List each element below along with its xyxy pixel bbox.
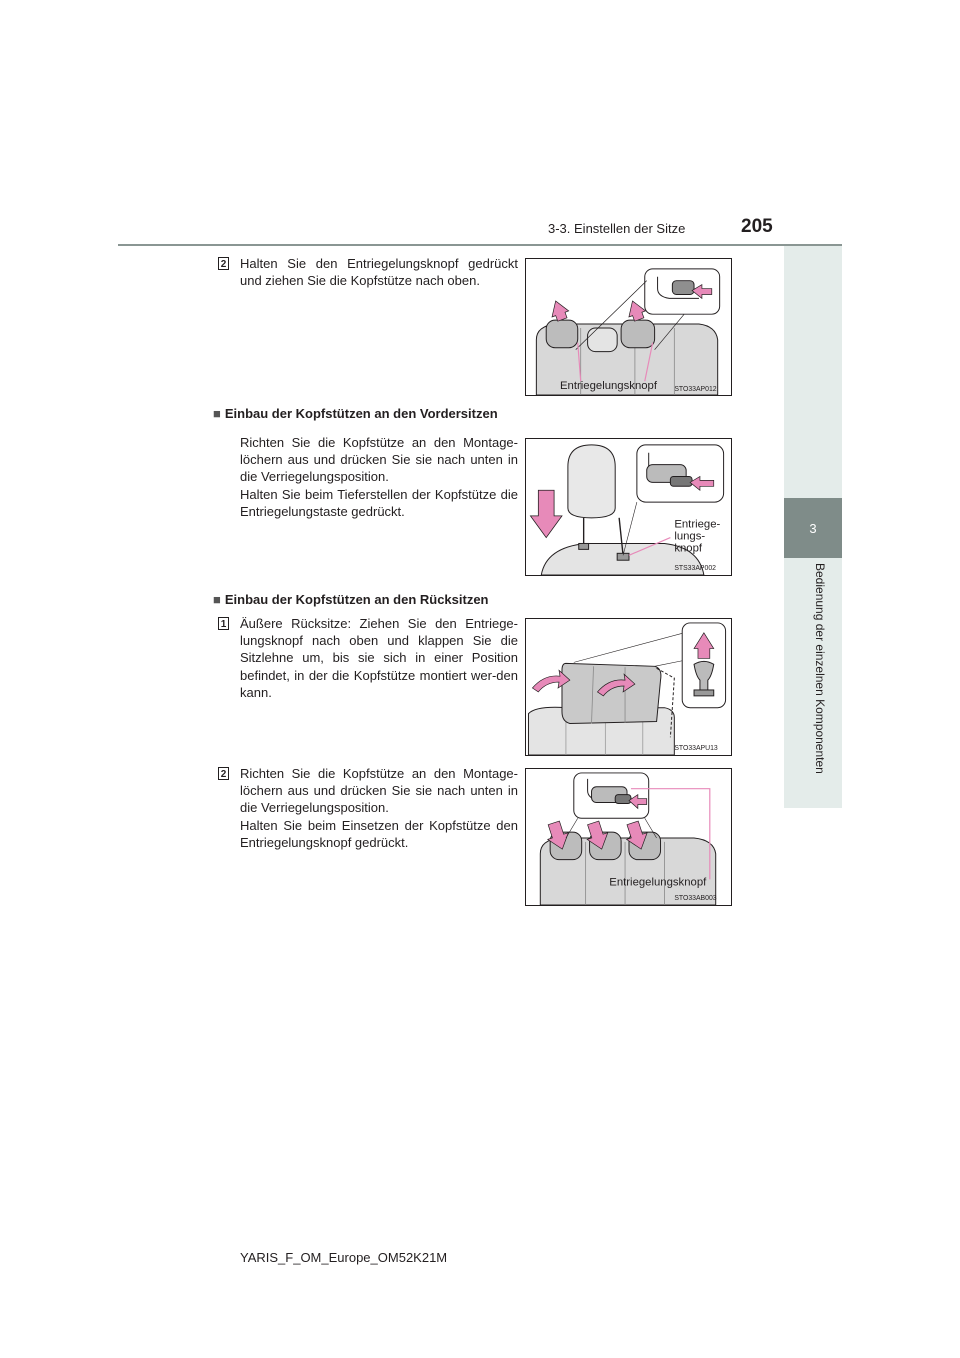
side-tab-upper bbox=[784, 246, 842, 498]
figure-front-headrest-install bbox=[525, 438, 732, 576]
figure-rear-headrest-install bbox=[525, 768, 732, 906]
figure-label-line-3: knopf bbox=[674, 542, 703, 555]
step-a-text bbox=[240, 255, 518, 289]
step-number-box: 2 bbox=[218, 767, 229, 780]
heading-text: Einbau der Kopfstützen an den Rücksitzen bbox=[224, 592, 489, 607]
heading-marker: ■ bbox=[213, 592, 221, 607]
chapter-title-vertical bbox=[799, 560, 825, 806]
front-text bbox=[240, 434, 518, 520]
rear-step-2-text bbox=[240, 765, 518, 851]
figure-rear-seatback-fold bbox=[525, 618, 732, 756]
rear-step-2-paragraph-1: Richten Sie die Kopfstütze an den Montage-löchern aus und drücken Sie sie nach unten in die Verriegelungsposition. bbox=[240, 766, 518, 816]
page-number: 205 bbox=[741, 216, 773, 237]
figure-label-line-2: lungs- bbox=[674, 530, 706, 543]
figure-label-line-1: Entriege- bbox=[674, 518, 721, 531]
header-rule bbox=[118, 244, 842, 246]
chapter-title: Bedienung der einzelnen Komponenten bbox=[813, 563, 827, 774]
figure-code: STO33AB003 bbox=[674, 895, 717, 903]
section-title: 3-3. Einstellen der Sitze bbox=[548, 221, 686, 236]
figure-rear-headrest-removal bbox=[525, 258, 732, 396]
heading-marker: ■ bbox=[213, 406, 221, 421]
step-number-box: 2 bbox=[218, 257, 229, 270]
figure-label: Entriegelungsknopf bbox=[560, 380, 658, 393]
section-heading-rear bbox=[213, 592, 489, 607]
heading-text: Einbau der Kopfstützen an den Vordersitzen bbox=[224, 406, 498, 421]
step-number-box: 1 bbox=[218, 617, 229, 630]
chapter-number-tab bbox=[784, 498, 842, 558]
step-a-paragraph: Halten Sie den Entriegelungsknopf gedrückt und ziehen Sie die Kopfstütze nach oben. bbox=[240, 256, 518, 289]
figure-code: STO33AP012 bbox=[674, 386, 717, 394]
figure-code: STO33APU13 bbox=[674, 745, 718, 753]
section-heading-front bbox=[213, 406, 498, 421]
rear-step-2-paragraph-2: Halten Sie beim Einsetzen der Kopfstütze den Entriegelungsknopf gedrückt. bbox=[240, 817, 518, 850]
figure-code: STS33AP002 bbox=[674, 565, 716, 573]
rear-step-1-paragraph: Äußere Rücksitze: Ziehen Sie den Entriege-lungsknopf nach oben und klappen Sie die Sitzlehne um, bis sie sich in einer Position befindet, in der die Kopfstütze montiert wer-den kann. bbox=[240, 616, 518, 700]
front-paragraph-2: Halten Sie beim Tieferstellen der Kopfstütze die Entriegelungstaste gedrückt. bbox=[240, 486, 518, 519]
front-paragraph-1: Richten Sie die Kopfstütze an den Montage-löchern aus und drücken Sie sie nach unten in die Verriegelungsposition. bbox=[240, 435, 518, 485]
footer-document-id: YARIS_F_OM_Europe_OM52K21M bbox=[240, 1250, 448, 1265]
chapter-number: 3 bbox=[809, 520, 817, 536]
figure-label: Entriegelungsknopf bbox=[609, 876, 707, 889]
rear-step-1-text bbox=[240, 615, 518, 701]
